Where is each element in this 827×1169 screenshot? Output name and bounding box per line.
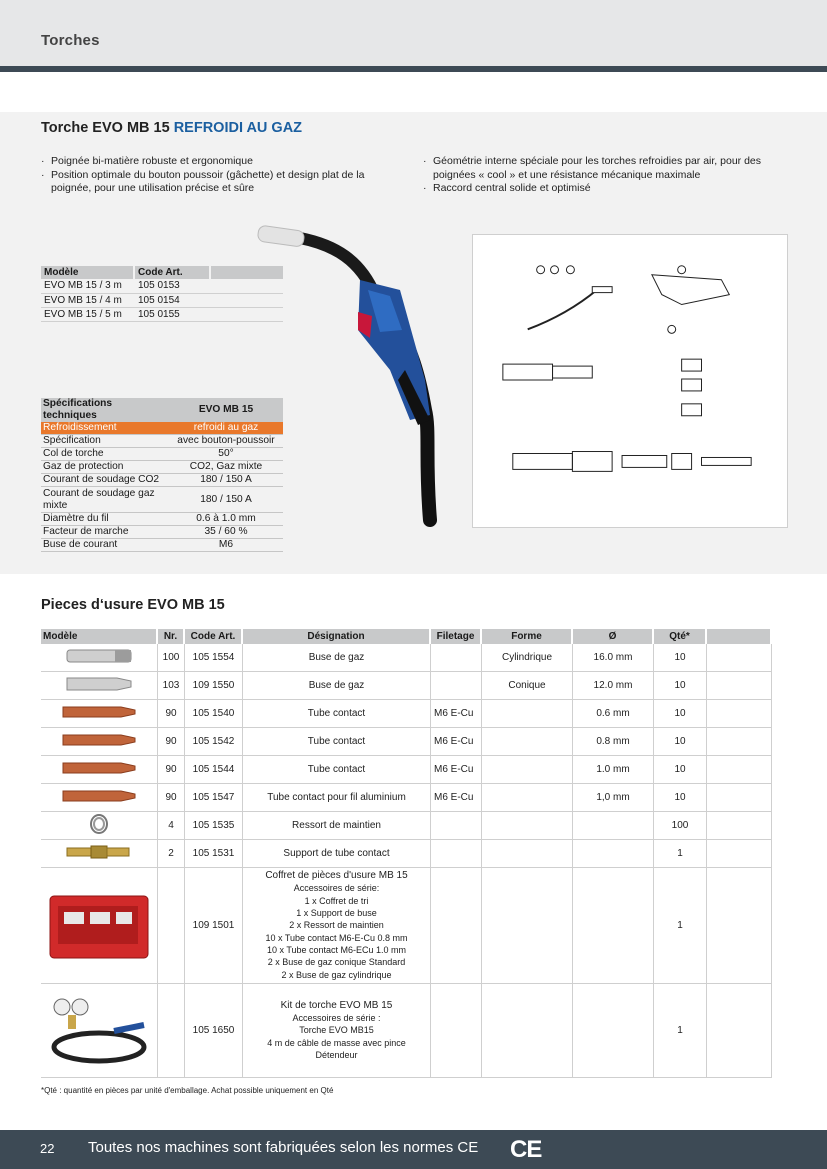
footnote: *Qté : quantité en pièces par unité d'emballage. Achat possible uniquement en Qté xyxy=(41,1086,334,1095)
table-row: Spécification avec bouton-poussoir xyxy=(41,435,283,448)
model-header: Modèle xyxy=(41,266,133,279)
torch-image xyxy=(240,220,480,530)
specs-model-header: EVO MB 15 xyxy=(169,398,283,422)
contact-tube-image xyxy=(61,758,137,778)
cooling-row: Refroidissement refroidi au gaz xyxy=(41,422,283,435)
col-model: Modèle xyxy=(41,629,158,644)
exploded-diagram xyxy=(472,234,788,528)
table-row: EVO MB 15 / 4 m 105 0154 xyxy=(41,293,283,307)
parts-case-image xyxy=(46,886,152,962)
col-thread: Filetage xyxy=(431,629,482,644)
table-row: Col de torche 50° xyxy=(41,448,283,461)
feature-item: · Poignée bi-matière robuste et ergonomique xyxy=(41,155,371,169)
page-number: 22 xyxy=(40,1141,55,1156)
wear-parts-table xyxy=(41,629,772,1078)
col-code: Code Art. xyxy=(185,629,243,644)
col-nr: Nr. xyxy=(158,629,185,644)
table-row: Diamètre du fil 0.6 à 1.0 mm xyxy=(41,513,283,526)
table-row: EVO MB 15 / 5 m 105 0155 xyxy=(41,307,283,321)
tube-holder-image xyxy=(65,842,133,862)
feature-item: · Géométrie interne spéciale pour les torches refroidies par air, pour des poignées « cool » et une résistance mécanique maximale xyxy=(423,155,783,182)
gas-nozzle-image xyxy=(65,646,133,666)
code-header: Code Art. xyxy=(135,266,209,279)
contact-tube-image xyxy=(61,730,137,750)
table-row: EVO MB 15 / 3 m 105 0153 xyxy=(41,279,283,293)
product-title-main: Torche EVO MB 15 xyxy=(41,120,170,136)
spring-image xyxy=(84,813,114,835)
specs-header: Spécifications techniques xyxy=(41,398,169,422)
wear-parts-title: Pieces d‘usure EVO MB 15 xyxy=(41,597,225,613)
table-row: 103 109 1550 Buse de gaz Conique 12.0 mm 10 xyxy=(41,672,772,700)
header-divider xyxy=(0,66,827,72)
table-row: Buse de courant M6 xyxy=(41,539,283,552)
features-right xyxy=(423,155,783,196)
table-row: 109 1501 Coffret de pièces d'usure MB 15 Accessoires de série: 1 x Coffret de tri 1 x Support de buse 2 x Ressort de maintien 10 x Tube contact M6-E-Cu 0.8 mm 10 x Tube contact M6-ECu 1.0 mm 2 x Buse de gaz conique Standard 2 x Buse de gaz cylindrique 1 xyxy=(41,868,772,984)
table-row: 100 105 1554 Buse de gaz Cylindrique 16.0 mm 10 xyxy=(41,644,772,672)
features-left xyxy=(41,155,371,196)
product-title-accent: REFROIDI AU GAZ xyxy=(173,120,303,136)
torch-kit-image xyxy=(44,989,154,1069)
col-diameter: Ø xyxy=(573,629,654,644)
table-row: Courant de soudage gaz mixte 180 / 150 A xyxy=(41,487,283,513)
table-row: 105 1650 Kit de torche EVO MB 15 Accessoires de série : Torche EVO MB15 4 m de câble de masse avec pince Détendeur 1 xyxy=(41,984,772,1078)
col-shape: Forme xyxy=(482,629,573,644)
table-row: Facteur de marche 35 / 60 % xyxy=(41,526,283,539)
table-row: 90 105 1542 Tube contact M6 E-Cu 0.8 mm 10 xyxy=(41,728,772,756)
table-row: 4 105 1535 Ressort de maintien 100 xyxy=(41,812,772,840)
ce-mark-icon: CE xyxy=(510,1136,542,1163)
conical-nozzle-image xyxy=(65,674,133,694)
section-title: Torches xyxy=(41,32,100,49)
feature-item: · Raccord central solide et optimisé xyxy=(423,182,783,196)
footer-text: Toutes nos machines sont fabriquées selon les normes CE xyxy=(88,1139,479,1156)
col-quantity: Qté* xyxy=(654,629,707,644)
product-title xyxy=(41,120,302,136)
page-header xyxy=(0,0,827,66)
table-row: 2 105 1531 Support de tube contact 1 xyxy=(41,840,772,868)
table-row: 90 105 1540 Tube contact M6 E-Cu 0.6 mm 10 xyxy=(41,700,772,728)
table-row: 90 105 1547 Tube contact pour fil aluminium M6 E-Cu 1,0 mm 10 xyxy=(41,784,772,812)
table-row: Courant de soudage CO2 180 / 150 A xyxy=(41,474,283,487)
feature-item: · Position optimale du bouton poussoir (gâchette) et design plat de la poignée, pour une utilisation précise et sûre xyxy=(41,169,371,196)
contact-tube-image xyxy=(61,702,137,722)
contact-tube-image xyxy=(61,786,137,806)
col-designation: Désignation xyxy=(243,629,431,644)
table-row: Gaz de protection CO2, Gaz mixte xyxy=(41,461,283,474)
table-row: 90 105 1544 Tube contact M6 E-Cu 1.0 mm 10 xyxy=(41,756,772,784)
